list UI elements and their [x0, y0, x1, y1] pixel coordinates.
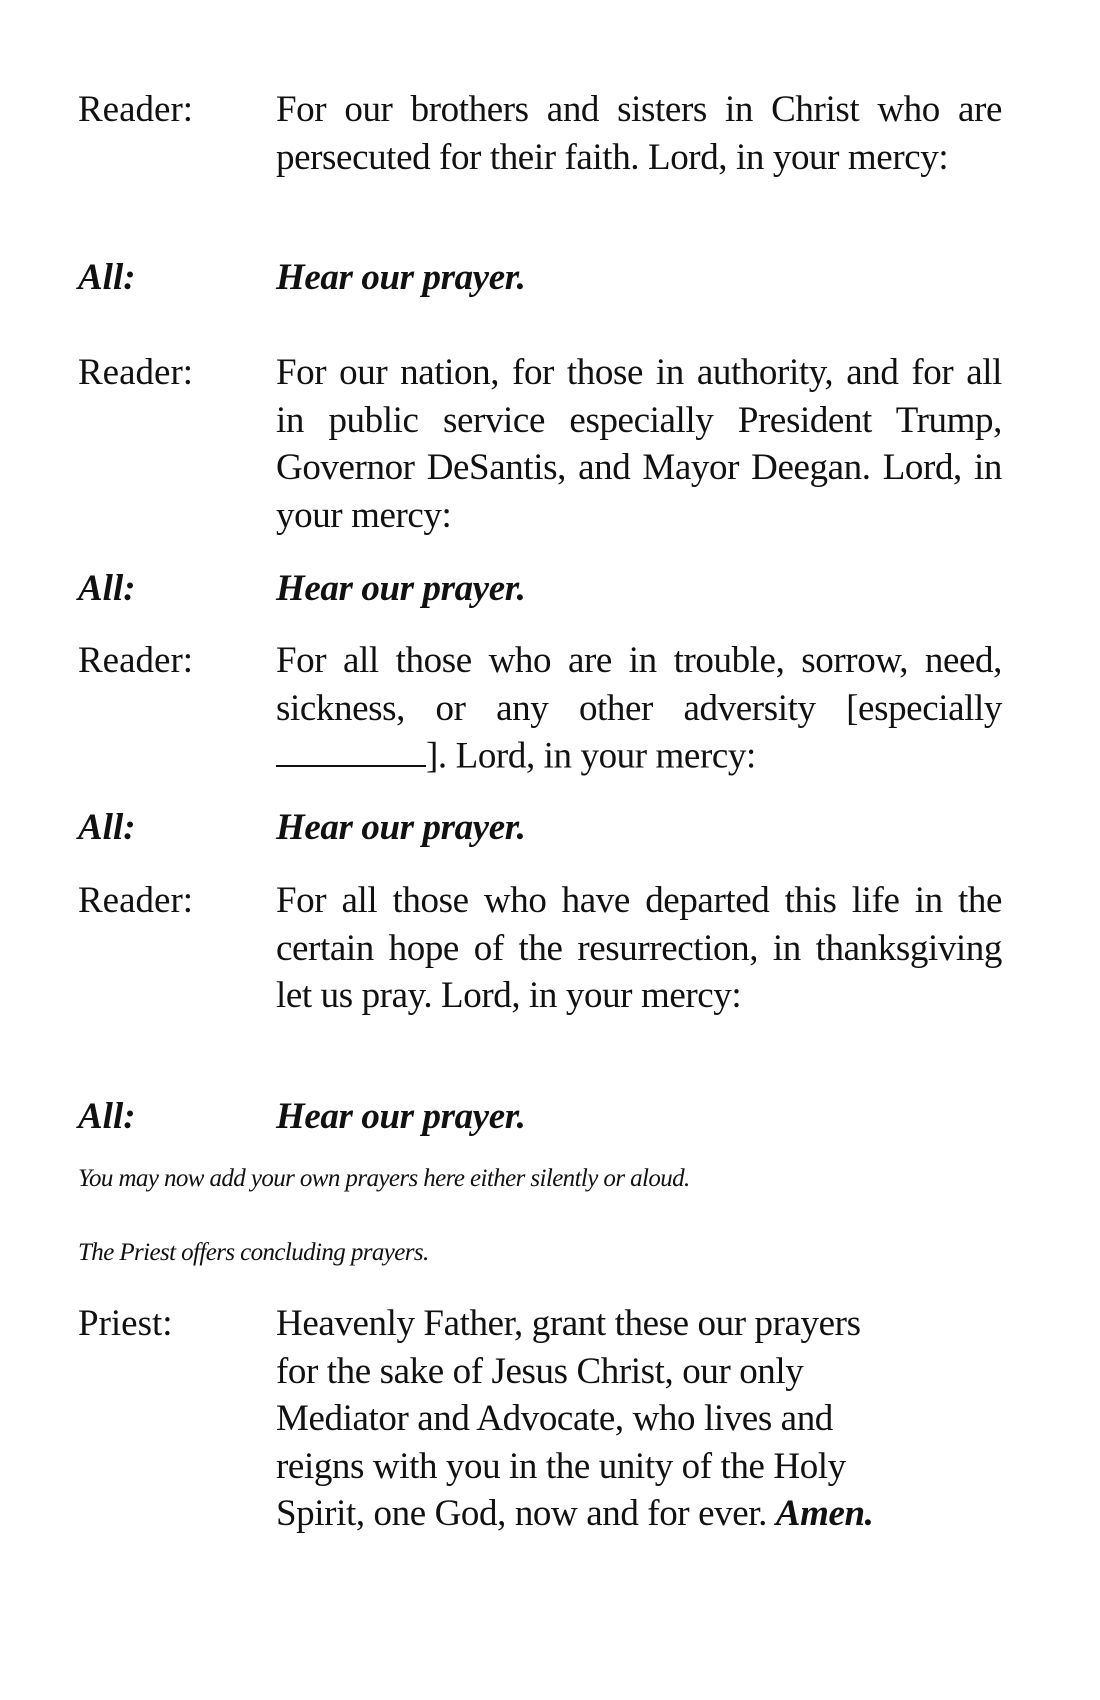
speaker-label: Reader: — [78, 89, 194, 130]
response-text: Hear our prayer. — [276, 568, 526, 609]
response-label: All: — [78, 807, 136, 848]
speaker-label: Reader: — [78, 880, 194, 921]
speaker-label: Priest: — [78, 1303, 173, 1344]
response-4 — [78, 1093, 1002, 1141]
petition-2 — [78, 349, 1002, 539]
petition-text-end: ]. Lord, in your mercy: — [426, 735, 756, 777]
petition-1 — [78, 86, 1002, 181]
response-text: Hear our prayer. — [276, 1096, 526, 1137]
speaker-label: Reader: — [78, 352, 194, 393]
prayer-line-text: Spirit, one God, now and for ever. — [276, 1493, 776, 1534]
response-text: Hear our prayer. — [276, 807, 526, 848]
petition-text-start: For all those who are in trouble, sorrow, need, sickness, or any other adversity [especially — [276, 640, 1002, 729]
speaker-label: Reader: — [78, 640, 194, 681]
prayer-line: for the sake of Jesus Christ, our only — [276, 1350, 804, 1392]
prayer-line: Heavenly Father, grant these our prayers — [276, 1303, 861, 1344]
response-label: All: — [78, 1096, 136, 1137]
prayer-line: Mediator and Advocate, who lives and — [276, 1398, 833, 1439]
response-text: Hear our prayer. — [276, 257, 526, 298]
amen: Amen. — [775, 1493, 874, 1534]
petition-text: For our nation, for those in authority, and for all in public service especially President Trump, Governor DeSantis, and Mayor Deegan. Lord, in your mercy: — [276, 352, 1002, 536]
petition-3 — [78, 637, 1002, 780]
name-blank — [276, 732, 426, 767]
petition-text: For all those who have departed this life in the certain hope of the resurrection, in thanksgiving let us pray. Lord, in your mercy: — [276, 880, 1002, 1016]
petition-4 — [78, 877, 1002, 1020]
rubric-own-prayers: You may now add your own prayers here either silently or aloud. — [78, 1165, 690, 1192]
rubric-concluding: The Priest offers concluding prayers. — [78, 1239, 429, 1266]
petition-text: For our brothers and sisters in Christ who are persecuted for their faith. Lord, in your mercy: — [276, 89, 1002, 178]
petition-text — [276, 637, 1002, 780]
response-label: All: — [78, 568, 136, 609]
prayer-line — [276, 1490, 1002, 1538]
response-1 — [78, 254, 1002, 302]
response-label: All: — [78, 257, 136, 298]
response-2 — [78, 565, 1002, 613]
priest-prayer-text — [276, 1300, 1002, 1538]
priest-prayer — [78, 1300, 1002, 1538]
prayer-line: reigns with you in the unity of the Holy — [276, 1445, 846, 1487]
response-3 — [78, 804, 1002, 852]
